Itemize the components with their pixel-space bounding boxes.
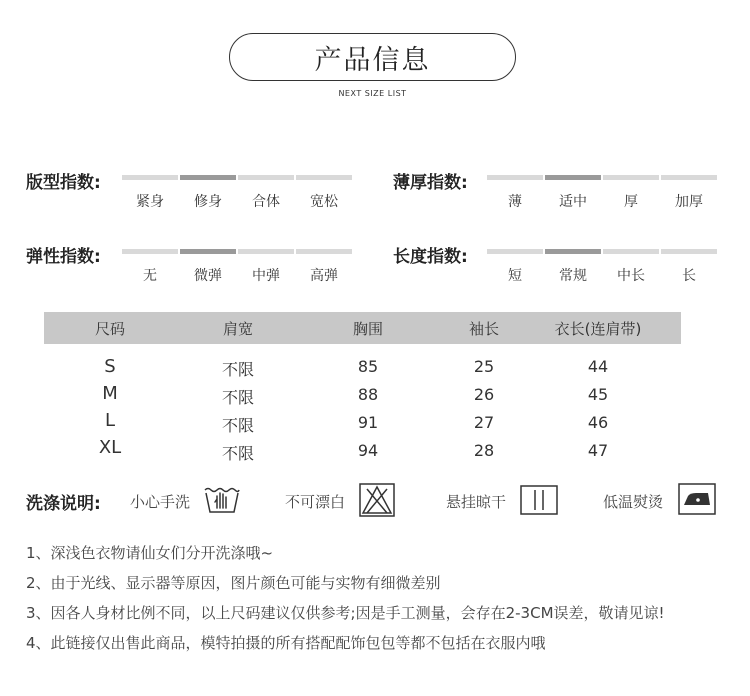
elastic-bar-3 — [296, 249, 352, 254]
length-bar-2 — [603, 249, 659, 254]
thickness-bar-0 — [487, 175, 543, 180]
table-cell: 25 — [473, 357, 495, 376]
fit-option: 合体 — [252, 194, 280, 210]
table-cell: S — [104, 356, 116, 377]
table-header-shoulder: 肩宽 — [222, 320, 253, 338]
note-2: 2、由于光线、显示器等原因，图片颜色可能与实物有细微差别 — [26, 574, 441, 592]
thickness-bar-2 — [603, 175, 659, 180]
fit-option: 修身 — [194, 194, 222, 210]
fit-bar-0 — [122, 175, 178, 180]
table-cell: 不限 — [221, 444, 254, 463]
length-option: 长 — [682, 268, 696, 284]
note-4: 4、此链接仅出售此商品，模特拍摄的所有搭配配饰包包等都不包括在衣服内哦 — [26, 634, 546, 652]
wash-label-hand: 小心手洗 — [130, 493, 191, 511]
table-cell: M — [102, 383, 118, 404]
table-cell: 44 — [587, 357, 609, 376]
table-cell: XL — [98, 437, 122, 458]
note-1: 1、深浅色衣物请仙女们分开洗涤哦~ — [26, 544, 274, 562]
length-option: 短 — [508, 268, 522, 284]
fit-bar-1 — [180, 175, 236, 180]
length-bar-1 — [545, 249, 601, 254]
page-subtitle: NEXT SIZE LIST — [338, 89, 407, 98]
fit-option: 宽松 — [310, 194, 338, 210]
length-index-label: 长度指数: — [393, 247, 468, 267]
wash-label-hang-dry: 悬挂晾干 — [446, 493, 507, 511]
fit-bar-2 — [238, 175, 294, 180]
thickness-bar-3 — [661, 175, 717, 180]
table-header-size: 尺码 — [94, 320, 125, 338]
table-header-length: 衣长(连肩带) — [554, 320, 642, 338]
hang-dry-icon — [520, 485, 554, 515]
table-cell: 26 — [473, 385, 495, 404]
elastic-option: 中弹 — [252, 268, 280, 284]
no-bleach-icon — [359, 483, 393, 513]
hand-wash-icon — [203, 484, 237, 514]
elastic-option: 无 — [143, 268, 157, 284]
fit-option: 紧身 — [136, 194, 164, 210]
elastic-bar-1 — [180, 249, 236, 254]
table-header-sleeve: 袖长 — [468, 320, 499, 338]
table-cell: 88 — [357, 385, 379, 404]
length-option: 常规 — [559, 268, 587, 284]
elastic-bar-2 — [238, 249, 294, 254]
length-bar-3 — [661, 249, 717, 254]
table-cell: 45 — [587, 385, 609, 404]
table-cell: 不限 — [221, 416, 254, 435]
fit-bar-3 — [296, 175, 352, 180]
table-cell: 28 — [473, 441, 495, 460]
length-bar-0 — [487, 249, 543, 254]
table-cell: 94 — [357, 441, 379, 460]
table-header-bust: 胸围 — [352, 320, 383, 338]
elastic-option: 高弹 — [310, 268, 338, 284]
table-cell: 47 — [587, 441, 609, 460]
elastic-index-label: 弹性指数: — [26, 247, 101, 267]
table-cell: 46 — [587, 413, 609, 432]
thickness-option: 适中 — [559, 194, 587, 210]
page-title: 产品信息 — [314, 44, 431, 76]
table-cell: 85 — [357, 357, 379, 376]
title-pill — [229, 33, 516, 81]
length-option: 中长 — [617, 268, 645, 284]
note-3: 3、因各人身材比例不同，以上尺码建议仅供参考;因是手工测量，会存在2-3CM误差，敬请见谅! — [26, 604, 665, 622]
thickness-option: 加厚 — [675, 194, 703, 210]
table-cell: 91 — [357, 413, 379, 432]
elastic-bar-0 — [122, 249, 178, 254]
thickness-option: 厚 — [624, 194, 638, 210]
table-cell: L — [104, 410, 116, 431]
wash-label-no-bleach: 不可漂白 — [285, 493, 346, 511]
elastic-option: 微弹 — [194, 268, 222, 284]
table-cell: 27 — [473, 413, 495, 432]
thickness-index-label: 薄厚指数: — [393, 173, 468, 193]
washing-title: 洗涤说明: — [26, 494, 101, 514]
table-cell: 不限 — [221, 388, 254, 407]
low-iron-icon — [678, 483, 712, 513]
thickness-option: 薄 — [508, 194, 522, 210]
fit-index-label: 版型指数: — [26, 173, 101, 193]
wash-label-low-iron: 低温熨烫 — [603, 493, 664, 511]
thickness-bar-1 — [545, 175, 601, 180]
table-cell: 不限 — [221, 360, 254, 379]
